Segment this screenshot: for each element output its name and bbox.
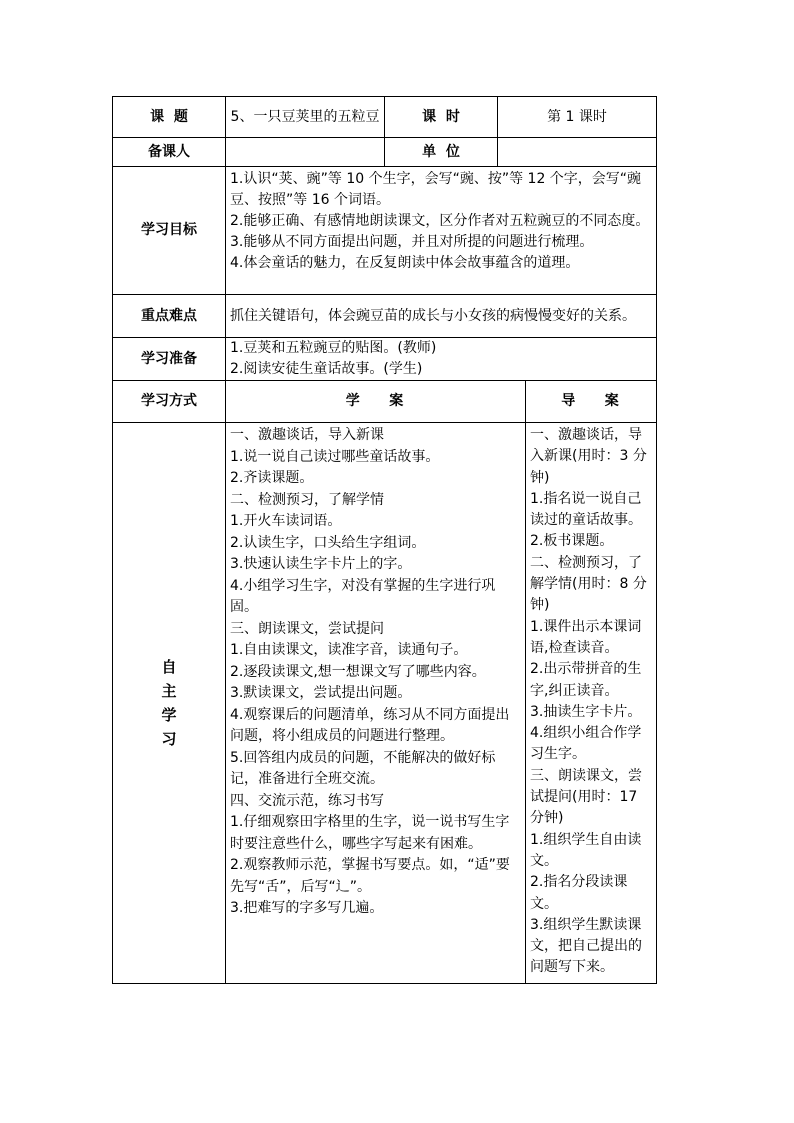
row-method bbox=[113, 381, 657, 423]
study-plan-item: 二、检测预习，了解学情 bbox=[230, 491, 384, 508]
method-label: 学习方式 bbox=[113, 381, 226, 423]
study-plan-item: 1.自由读课文，读准字音，读通句子。 bbox=[230, 642, 468, 658]
guide-plan-item: 3.组织学生默读课文，把自己提出的问题写下来。 bbox=[530, 916, 642, 976]
guide-plan-item: 2.指名分段读课文。 bbox=[530, 874, 628, 912]
row-self-study bbox=[113, 423, 657, 984]
guide-plan-item: 1.课件出示本课词语,检查读音。 bbox=[530, 618, 642, 656]
study-plan-header: 学 案 bbox=[226, 381, 526, 423]
guide-plan-header: 导 案 bbox=[526, 381, 657, 423]
row-goals bbox=[113, 167, 657, 295]
guide-plan-item: 3.抽读生字卡片。 bbox=[530, 703, 642, 720]
study-plan-item: 2.观察教师示范，掌握书写要点。如，“适”要先写“舌”，后写“辶”。 bbox=[230, 857, 510, 895]
row-key-points bbox=[113, 295, 657, 338]
preparation-label: 学习准备 bbox=[113, 338, 226, 381]
guide-plan-item: 1.组织学生自由读文。 bbox=[530, 831, 642, 869]
row-topic bbox=[113, 97, 657, 138]
guide-plan-content bbox=[526, 423, 657, 984]
study-plan-content bbox=[226, 423, 526, 984]
study-plan-item: 1.说一说自己读过哪些童话故事。 bbox=[230, 448, 440, 465]
period-label: 课 时 bbox=[385, 97, 498, 138]
key-points-text: 抓住关键语句，体会豌豆苗的成长与小女孩的病慢慢变好的关系。 bbox=[226, 295, 657, 338]
preparer-value bbox=[226, 138, 385, 167]
goals-label: 学习目标 bbox=[113, 167, 226, 295]
lesson-plan-table bbox=[112, 96, 657, 984]
study-plan-item: 3.快速认读生字卡片上的字。 bbox=[230, 556, 412, 572]
study-plan-item: 一、激趣谈话，导入新课 bbox=[230, 427, 384, 443]
preparer-label: 备课人 bbox=[113, 138, 226, 167]
goal-item: 1.认识“荚、豌”等 10 个生字，会写“豌、按”等 12 个字，会写“豌豆、按照”等 16 个词语。 bbox=[230, 171, 642, 208]
goal-item: 3.能够从不同方面提出问题，并且对所提的问题进行梳理。 bbox=[230, 234, 594, 250]
self-study-label-cell bbox=[113, 423, 226, 984]
period-value: 第 1 课时 bbox=[498, 97, 657, 138]
study-plan-item: 4.观察课后的问题清单，练习从不同方面提出问题，将小组成员的问题进行整理。 bbox=[230, 706, 510, 744]
study-plan-item: 2.认读生字，口头给生字组词。 bbox=[230, 534, 426, 551]
study-plan-item: 2.逐段读课文,想一想课文写了哪些内容。 bbox=[230, 663, 486, 680]
goal-item: 2.能够正确、有感情地朗读课文，区分作者对五粒豌豆的不同态度。 bbox=[230, 213, 650, 229]
study-plan-item: 1.仔细观察田字格里的生字，说一说书写生字时要注意些什么，哪些字写起来有困难。 bbox=[230, 814, 510, 852]
guide-plan-item: 2.板书课题。 bbox=[530, 533, 614, 550]
row-preparation bbox=[113, 338, 657, 381]
unit-label: 单 位 bbox=[385, 138, 498, 167]
guide-plan-item: 一、激趣谈话，导入新课(用时：3 分钟) bbox=[530, 427, 647, 486]
study-plan-item: 三、朗读课文，尝试提问 bbox=[230, 620, 384, 637]
goal-item: 4.体会童话的魅力，在反复朗读中体会故事蕴含的道理。 bbox=[230, 255, 580, 271]
study-plan-item: 3.把难写的字多写几遍。 bbox=[230, 900, 384, 916]
preparation-item: 2.阅读安徒生童话故事。(学生) bbox=[230, 361, 423, 377]
topic-label: 课 题 bbox=[113, 97, 226, 138]
topic-value: 5、一只豆荚里的五粒豆 bbox=[226, 97, 385, 138]
guide-plan-item: 4.组织小组合作学习生字。 bbox=[530, 725, 642, 763]
goals-content bbox=[226, 167, 657, 295]
guide-plan-item: 2.出示带拼音的生字,纠正读音。 bbox=[530, 661, 642, 699]
preparation-content bbox=[226, 338, 657, 381]
guide-plan-item: 1.指名说一说自己读过的童话故事。 bbox=[530, 490, 642, 529]
guide-plan-item: 二、检测预习，了解学情(用时：8 分钟) bbox=[530, 554, 647, 614]
preparation-item: 1.豆荚和五粒豌豆的贴图。(教师) bbox=[230, 340, 437, 356]
study-plan-item: 4.小组学习生字，对没有掌握的生字进行巩固。 bbox=[230, 577, 496, 615]
study-plan-item: 四、交流示范，练习书写 bbox=[230, 792, 384, 809]
key-points-label: 重点难点 bbox=[113, 295, 226, 338]
study-plan-item: 5.回答组内成员的问题，不能解决的做好标记，准备进行全班交流。 bbox=[230, 749, 496, 787]
study-plan-item: 1.开火车读词语。 bbox=[230, 513, 342, 529]
unit-value bbox=[498, 138, 657, 167]
study-plan-item: 3.默读课文，尝试提出问题。 bbox=[230, 685, 412, 701]
row-preparer bbox=[113, 138, 657, 167]
self-study-label: 自主学习 bbox=[161, 658, 177, 748]
study-plan-item: 2.齐读课题。 bbox=[230, 470, 314, 486]
guide-plan-item: 三、朗读课文，尝试提问(用时：17 分钟) bbox=[530, 767, 642, 827]
